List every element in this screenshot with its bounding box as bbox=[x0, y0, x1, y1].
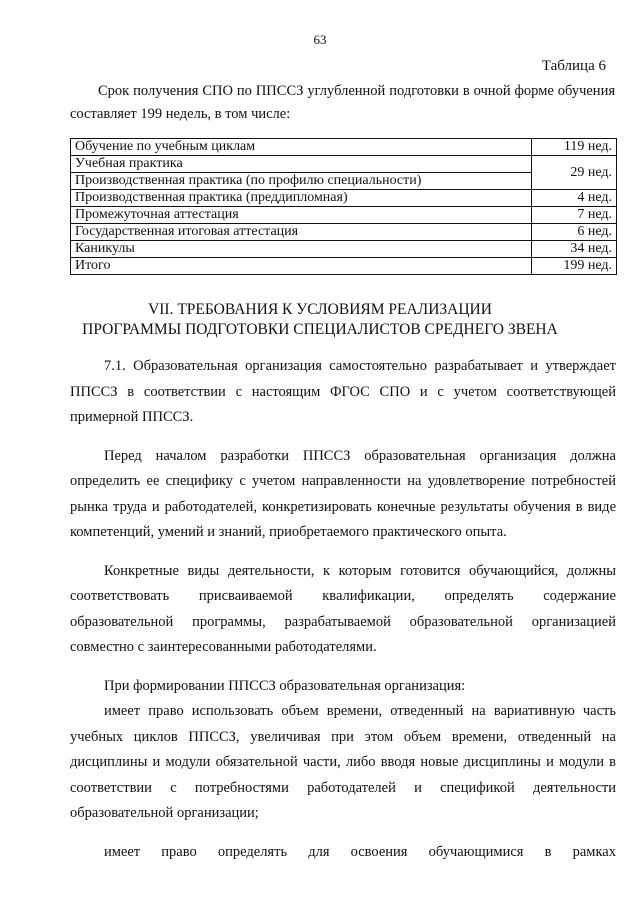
section-heading bbox=[0, 300, 640, 340]
paragraph: Перед началом разработки ППССЗ образовательная организация должна определить ее специфику с учетом направленности на удовлетворение потребностей рынка труда и работодателей, конкретизировать конечные результаты обучения в виде компетенций, умений и знаний, приобретаемого практического опыта. bbox=[70, 447, 616, 540]
table-row bbox=[71, 224, 617, 241]
row-label: Производственная практика (по профилю специальности) bbox=[71, 172, 531, 189]
table-row bbox=[71, 156, 617, 190]
row-value: 199 нед. bbox=[532, 258, 617, 275]
row-value: 34 нед. bbox=[532, 241, 617, 258]
row-value: 29 нед. bbox=[532, 156, 617, 190]
row-value: 6 нед. bbox=[532, 224, 617, 241]
row-label: Каникулы bbox=[71, 241, 532, 258]
paragraph: имеет право определять для освоения обучающимися в рамках bbox=[104, 843, 616, 860]
row-label: Производственная практика (преддипломная) bbox=[71, 190, 532, 207]
row-label: Итого bbox=[71, 258, 532, 275]
row-value: 7 нед. bbox=[532, 207, 617, 224]
paragraph: имеет право использовать объем времени, отведенный на вариативную часть учебных циклов ППССЗ, увеличивая при этом объем времени, отведенный на дисциплины и модули обязательной части, либо вводя новые дисциплины и модули в соответствии с потребностями работодателей и спецификой деятельности образовательной организации; bbox=[70, 703, 616, 821]
weeks-table bbox=[70, 138, 617, 275]
row-label: Учебная практика bbox=[75, 156, 183, 171]
table-label: Таблица 6 bbox=[541, 58, 606, 74]
row-label: Обучение по учебным циклам bbox=[71, 139, 532, 156]
paragraph: 7.1. Образовательная организация самостоятельно разрабатывает и утверждает ППССЗ в соответствии с настоящим ФГОС СПО и с учетом соответствующей примерной ППССЗ. bbox=[70, 358, 616, 425]
row-label: Промежуточная аттестация bbox=[71, 207, 532, 224]
row-value: 119 нед. bbox=[532, 139, 617, 156]
section-heading-line: ПРОГРАММЫ ПОДГОТОВКИ СПЕЦИАЛИСТОВ СРЕДНЕГО ЗВЕНА bbox=[82, 321, 558, 338]
paragraph: При формировании ППССЗ образовательная организация: bbox=[104, 677, 466, 694]
row-label: Государственная итоговая аттестация bbox=[71, 224, 532, 241]
table-row bbox=[71, 241, 617, 258]
table-row bbox=[71, 190, 617, 207]
section-heading-line: VII. ТРЕБОВАНИЯ К УСЛОВИЯМ РЕАЛИЗАЦИИ bbox=[148, 301, 492, 318]
intro-paragraph: Срок получения СПО по ППССЗ углубленной подготовки в очной форме обучения составляет 199 недель, в том числе: bbox=[70, 83, 615, 122]
row-value: 4 нед. bbox=[532, 190, 617, 207]
table-row-total bbox=[71, 258, 617, 275]
row-label-group bbox=[71, 156, 532, 190]
body-text bbox=[70, 354, 616, 878]
paragraph: Конкретные виды деятельности, к которым готовится обучающийся, должны соответствовать присваиваемой квалификации, определять содержание образовательной программы, разрабатываемой образовательной организацией совместно с заинтересованными работодателями. bbox=[70, 562, 616, 655]
table-row bbox=[71, 139, 617, 156]
table-row bbox=[71, 207, 617, 224]
page-number: 63 bbox=[313, 32, 327, 47]
